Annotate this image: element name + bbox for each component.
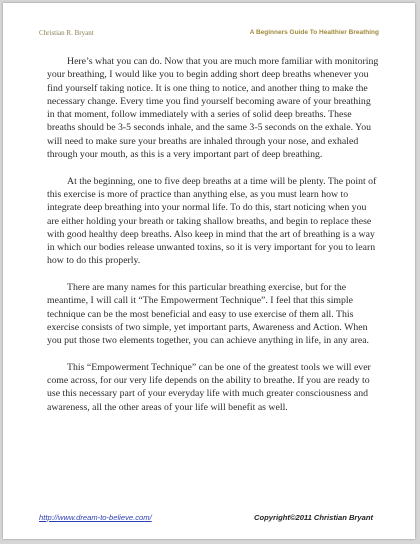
document-page [3, 3, 415, 539]
paragraph: There are many names for this particular breathing exercise, but for the meantime, I will call it “The Empowerment Technique”. I feel that this simple technique can be the most beneficial and easy to use exercise of them all. This exercise consists of two simple, yet important parts, Awareness and Action. When you put those two elements together, you can achieve anything in life, in any area. [47, 282, 369, 347]
paragraph: This “Empowerment Technique” can be one of the greatest tools we will ever come across, for our very life depends on the ability to breathe. If you are ready to use this necessary part of your everyday life with much greater consciousness and awareness, all the other areas of your life will benefit as well. [47, 361, 371, 413]
copyright-notice: Copyright©2011 Christian Bryant [254, 513, 373, 522]
page-footer [39, 513, 373, 525]
header-book-title: A Beginners Guide To Healthier Breathing [249, 29, 379, 36]
body-text [47, 55, 379, 427]
page-header [39, 29, 379, 41]
website-link[interactable]: http://www.dream-to-believe.com/ [39, 513, 152, 522]
paragraph: At the beginning, one to five deep breaths at a time will be plenty. The point of this exercise is more of practice than anything else, as you must learn how to integrate deep breathing into your normal life. To do this, start noticing when you are either holding your breath or taking shallow breaths, and begin to replace these with good healthy deep breaths. Also keep in mind that the art of breathing is a way in which our bodies release unwanted toxins, so it is very important for you to learn how to do this properly. [47, 175, 377, 267]
paragraph: Here’s what you can do. Now that you are much more familiar with monitoring your breathing, I would like you to begin adding short deep breaths whenever you find yourself taking notice. It is one thing to notice, and another thing to make the necessary change. Every time you find yourself becoming aware of your breathing in that moment, follow immediately with a series of solid deep breaths. These breaths should be 3-5 seconds inhale, and the same 3-5 seconds on the exhale. You will need to make sure your breaths are inhaled through your nose, and exhaled through your mouth, as this is a very important part of deep breathing. [47, 56, 379, 161]
header-author: Christian R. Bryant [39, 29, 94, 37]
